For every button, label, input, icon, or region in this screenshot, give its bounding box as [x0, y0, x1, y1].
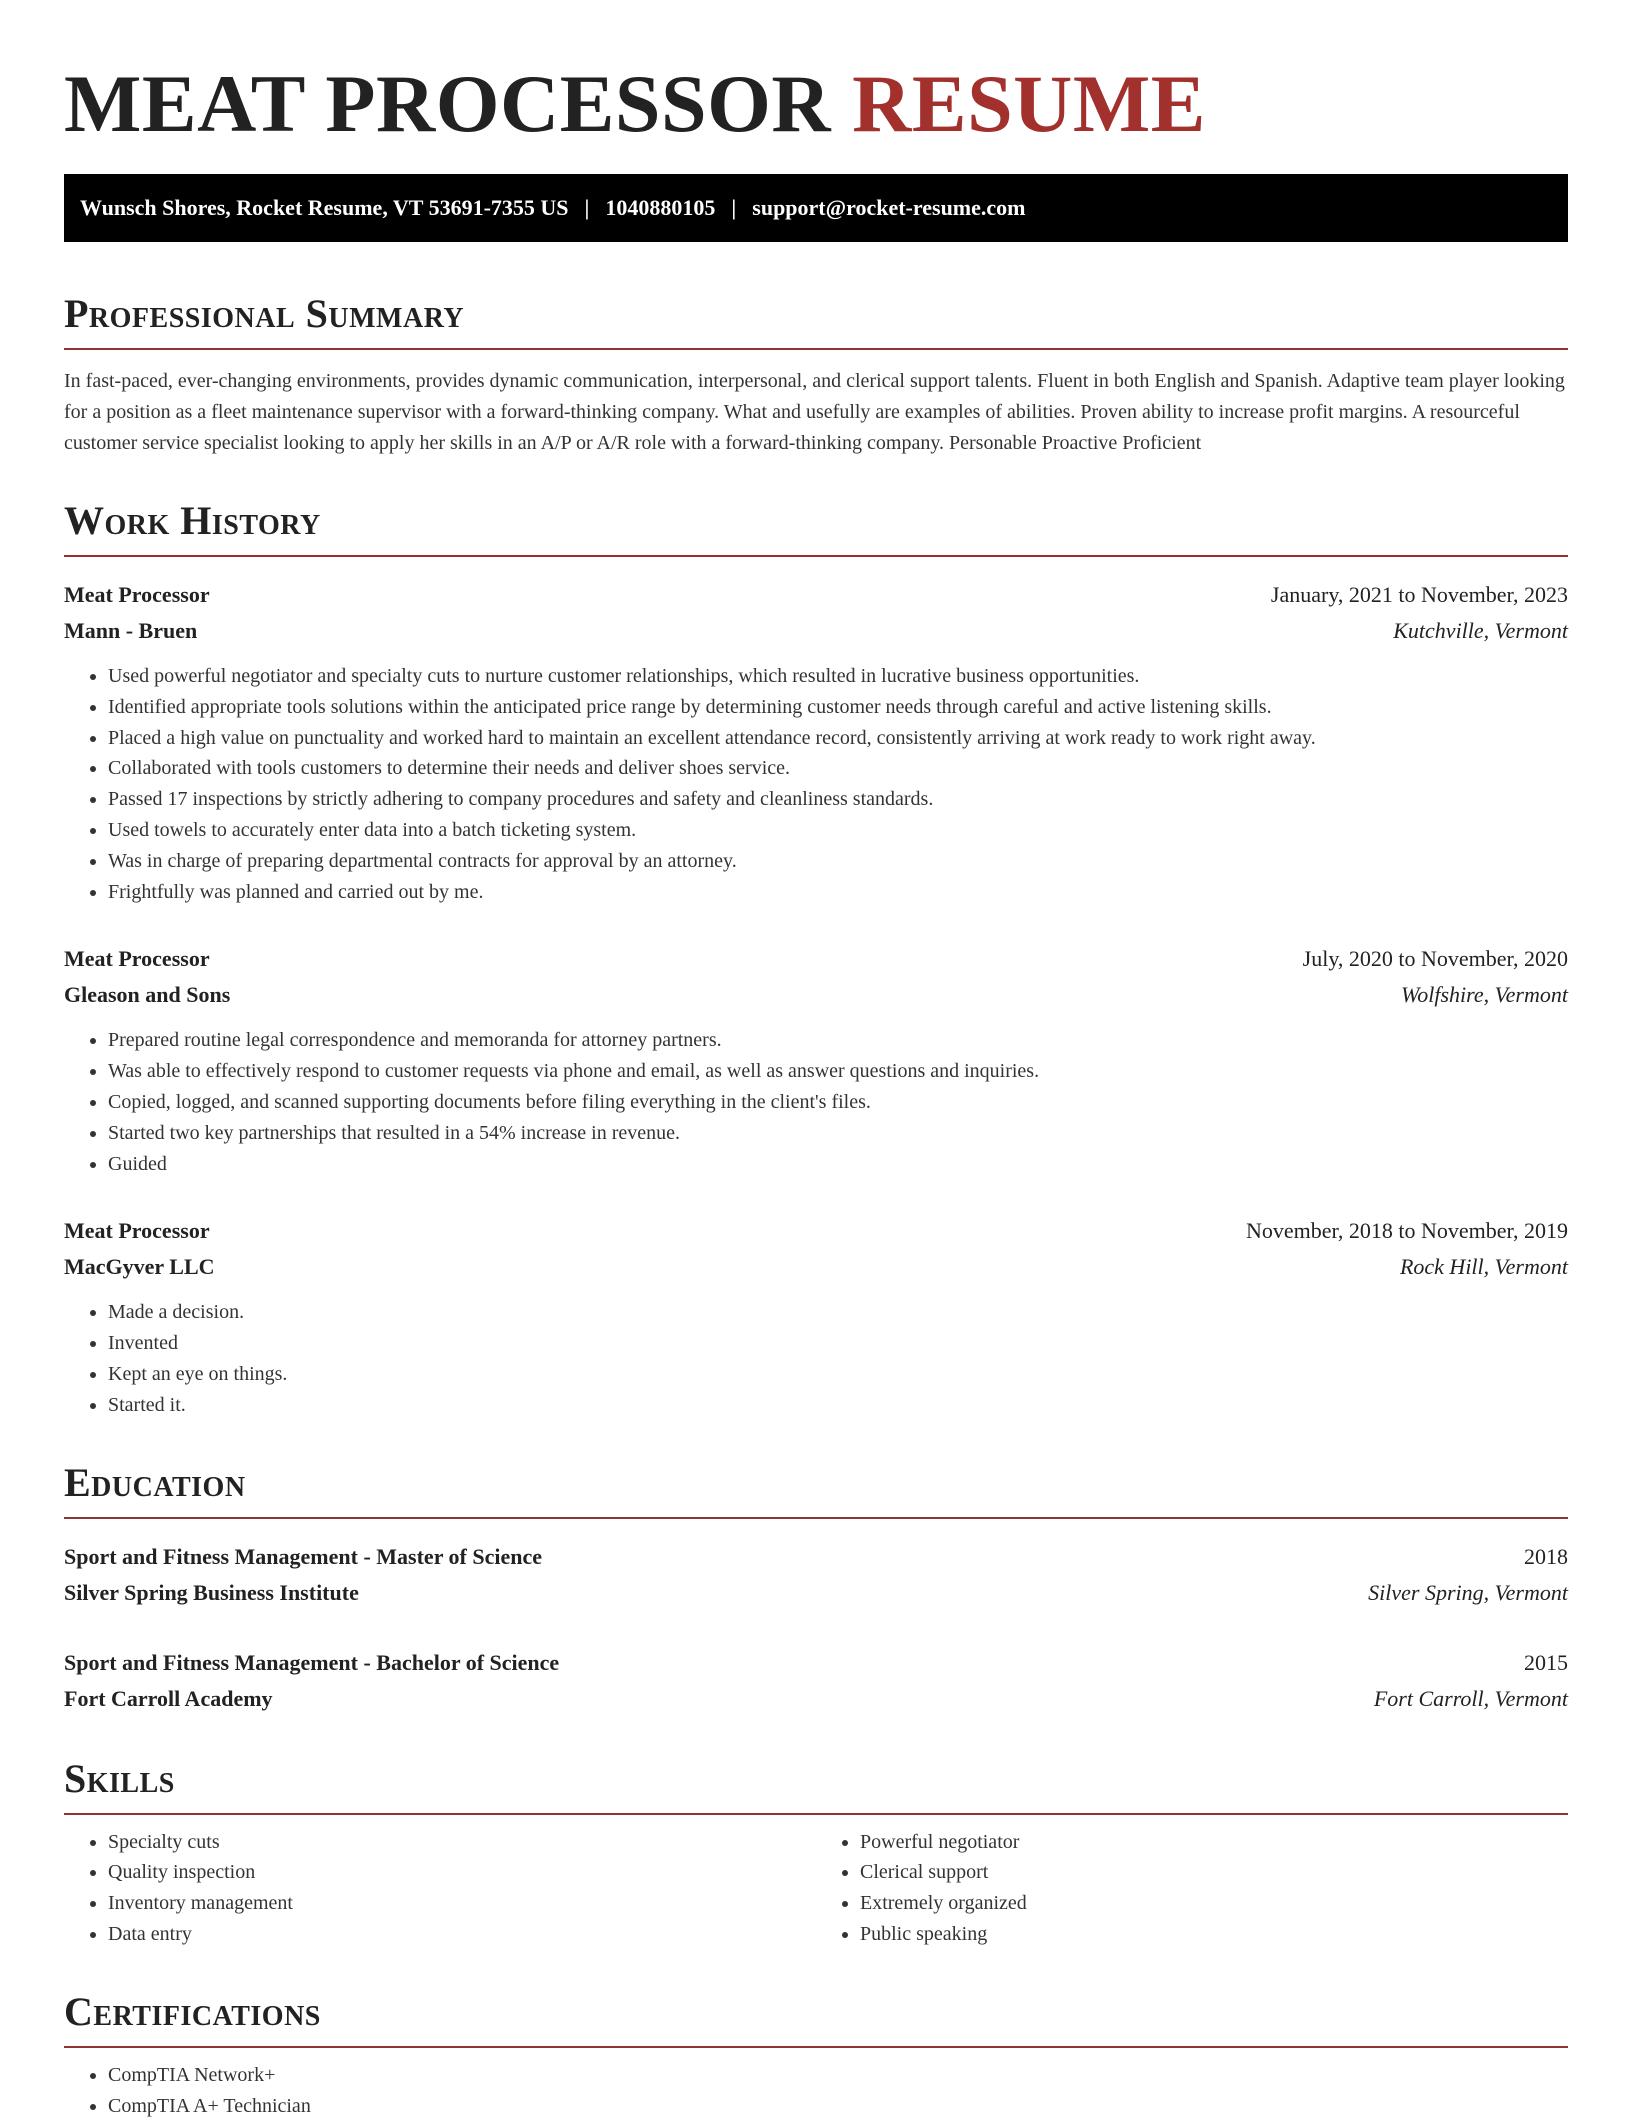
job-location: Rock Hill, Vermont — [1399, 1254, 1568, 1280]
title-accent: RESUME — [852, 58, 1206, 149]
job-bullets — [64, 1297, 1568, 1420]
job-bullet: • Used towels to accurately enter data into a batch ticketing system. — [108, 815, 1568, 846]
skill-item: • Specialty cuts — [108, 1827, 816, 1858]
job-dates: January, 2021 to November, 2023 — [1270, 582, 1568, 607]
education-entry — [64, 1539, 1568, 1611]
title-main: MEAT PROCESSOR — [64, 58, 832, 149]
page-title — [64, 54, 1568, 154]
education-school: Fort Carroll Academy — [64, 1685, 273, 1711]
job-bullet: • Was able to effectively respond to customer requests via phone and email, as well as answer questions and inquiries. — [108, 1056, 1568, 1087]
summary-section — [64, 290, 1568, 459]
job-bullets — [64, 661, 1568, 907]
education-degree: Sport and Fitness Management - Bachelor of Science — [64, 1649, 560, 1675]
job-bullet: • Started two key partnerships that resulted in a 54% increase in revenue. — [108, 1118, 1568, 1149]
job-header — [64, 1213, 1568, 1249]
job-subheader — [64, 977, 1568, 1013]
skills-heading: Skills — [64, 1755, 1568, 1815]
skill-item: • Inventory management — [108, 1888, 816, 1919]
skills-section — [64, 1755, 1568, 1950]
job-bullet: • Passed 17 inspections by strictly adhering to company procedures and safety and cleanliness standards. — [108, 784, 1568, 815]
education-degree: Sport and Fitness Management - Master of Science — [64, 1543, 543, 1569]
job-bullet: • Was in charge of preparing departmental contracts for approval by an attorney. — [108, 846, 1568, 877]
job-bullet: • Guided — [108, 1149, 1568, 1180]
contact-separator: | — [584, 195, 590, 220]
contact-separator: | — [731, 195, 737, 220]
job-dates: July, 2020 to November, 2020 — [1302, 946, 1568, 972]
job-bullet: • Placed a high value on punctuality and worked hard to maintain an excellent attendance record, consistently arriving at work ready to work right away. — [108, 723, 1568, 754]
job-position: Meat Processor — [64, 946, 210, 972]
job-company: Gleason and Sons — [64, 982, 231, 1008]
job-bullet: • Prepared routine legal correspondence and memoranda for attorney partners. — [108, 1025, 1568, 1056]
job-subheader — [64, 613, 1568, 649]
summary-text: In fast-paced, ever-changing environments, provides dynamic communication, interpersonal, and clerical support talents. Fluent in both English and Spanish. Adaptive team player looking for a position as a fleet maintenance supervisor with a forward-thinking company. What and usefully are examples of abilities. Proven ability to increase profit margins. A resourceful customer service specialist looking to apply her skills in an A/P or A/R role with a forward-thinking company. Personable Proactive Proficient — [64, 370, 1565, 454]
job-bullet: • Made a decision. — [108, 1297, 1568, 1328]
job-entry — [64, 941, 1568, 1179]
job-bullet: • Frightfully was planned and carried out by me. — [108, 877, 1568, 908]
job-bullet: • Collaborated with tools customers to determine their needs and deliver shoes service. — [108, 753, 1568, 784]
job-subheader — [64, 1249, 1568, 1285]
job-dates: November, 2018 to November, 2019 — [1245, 1218, 1568, 1244]
education-year: 2018 — [1524, 1543, 1568, 1569]
job-header — [64, 577, 1568, 613]
skill-item: • Powerful negotiator — [860, 1827, 1568, 1858]
job-bullets — [64, 1025, 1568, 1179]
job-location: Wolfshire, Vermont — [1400, 982, 1568, 1008]
job-entry — [64, 577, 1568, 907]
education-year: 2015 — [1524, 1649, 1568, 1675]
education-heading: Education — [64, 1459, 1568, 1519]
education-header — [64, 1539, 1568, 1575]
job-location: Kutchville, Vermont — [1393, 618, 1568, 643]
skills-list-left — [64, 1827, 816, 1950]
education-location: Fort Carroll, Vermont — [1373, 1685, 1568, 1711]
job-bullet: • Started it. — [108, 1390, 1568, 1421]
job-header — [64, 941, 1568, 977]
job-bullet: • Used powerful negotiator and specialty cuts to nurture customer relationships, which resulted in lucrative business opportunities. — [108, 661, 1568, 692]
education-header — [64, 1645, 1568, 1681]
education-subheader — [64, 1681, 1568, 1717]
skills-grid — [64, 1827, 1568, 1950]
skill-item: • Public speaking — [860, 1919, 1568, 1950]
certifications-heading: Certifications — [64, 1988, 1568, 2048]
contact-address: Wunsch Shores, Rocket Resume, VT 53691-7355 US — [80, 195, 569, 220]
work-history-section — [64, 497, 1568, 1421]
certification-item: • CompTIA Network+ — [108, 2060, 1568, 2091]
job-bullet: • Kept an eye on things. — [108, 1359, 1568, 1390]
skill-item: • Clerical support — [860, 1857, 1568, 1888]
job-company: Mann - Bruen — [64, 618, 198, 643]
contact-bar — [64, 174, 1568, 242]
skill-item: • Data entry — [108, 1919, 816, 1950]
summary-heading: Professional Summary — [64, 290, 1568, 350]
job-company: MacGyver LLC — [64, 1254, 215, 1280]
education-location: Silver Spring, Vermont — [1368, 1579, 1568, 1605]
education-subheader — [64, 1575, 1568, 1611]
contact-phone[interactable]: 1040880105 — [605, 195, 716, 220]
job-position: Meat Processor — [64, 1218, 210, 1244]
education-entry — [64, 1645, 1568, 1717]
certification-item: • CompTIA A+ Technician — [108, 2091, 1568, 2121]
contact-email[interactable]: support@rocket-resume.com — [752, 195, 1026, 220]
education-school: Silver Spring Business Institute — [64, 1579, 359, 1605]
job-entry — [64, 1213, 1568, 1420]
work-history-heading: Work History — [64, 497, 1568, 557]
skill-item: • Quality inspection — [108, 1857, 816, 1888]
certifications-section — [64, 1988, 1568, 2121]
skills-list-right — [816, 1827, 1568, 1950]
education-section — [64, 1459, 1568, 1717]
skill-item: • Extremely organized — [860, 1888, 1568, 1919]
job-bullet: • Identified appropriate tools solutions within the anticipated price range by determining customer needs through careful and active listening skills. — [108, 692, 1568, 723]
job-bullet: • Copied, logged, and scanned supporting documents before filing everything in the client's files. — [108, 1087, 1568, 1118]
job-position: Meat Processor — [64, 582, 210, 607]
job-bullet: • Invented — [108, 1328, 1568, 1359]
